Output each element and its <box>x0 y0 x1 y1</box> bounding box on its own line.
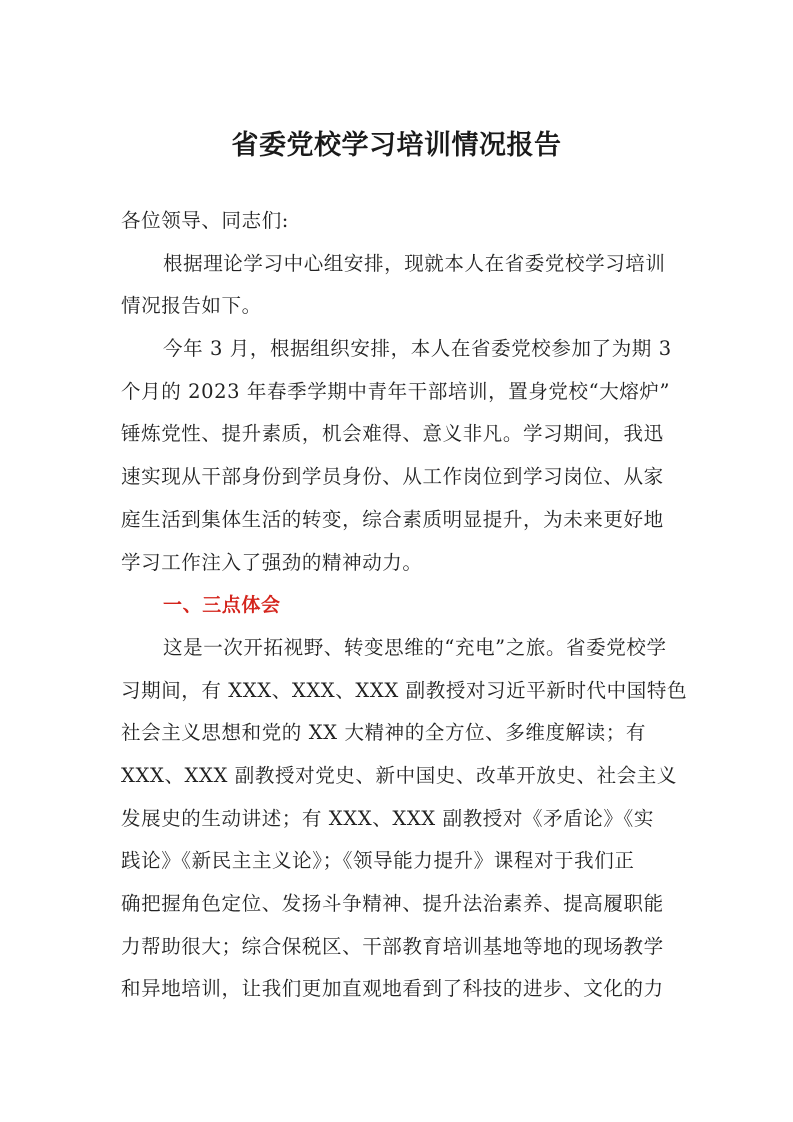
paragraph-line: 确把握角色定位、发扬斗争精神、提升法治素养、提高履职能 <box>121 892 664 915</box>
paragraph-line: 速实现从干部身份到学员身份、从工作岗位到学习岗位、从家 <box>121 465 664 489</box>
paragraph-line: 习期间，有 XXX、XXX、XXX 副教授对习近平新时代中国特色 <box>121 678 688 702</box>
paragraph-line: 个月的 2023 年春季学期中青年干部培训，置身党校“大熔炉” <box>121 379 671 403</box>
document-body <box>121 200 688 1011</box>
section-heading: 一、三点体会 <box>163 594 281 617</box>
salutation: 各位领导、同志们: <box>121 209 289 232</box>
paragraph-line: 力帮助很大；综合保税区、干部教育培训基地等地的现场教学 <box>121 934 664 958</box>
paragraph-line: 情况报告如下。 <box>121 294 262 318</box>
paragraph-line: 和异地培训，让我们更加直观地看到了科技的进步、文化的力 <box>121 977 664 1001</box>
paragraph-line: 锤炼党性、提升素质，机会难得、意义非凡。学习期间，我迅 <box>121 422 664 446</box>
paragraph-line: 践论》《新民主主义论》；《领导能力提升》课程对于我们正 <box>121 849 635 873</box>
paragraph-line: 发展史的生动讲述；有 XXX、XXX 副教授对《矛盾论》《实 <box>121 806 654 830</box>
paragraph-line: 这是一次开拓视野、转变思维的“充电”之旅。省委党校学 <box>163 635 667 659</box>
paragraph-line: 学习工作注入了强劲的精神动力。 <box>121 550 423 574</box>
paragraph-line: 今年 3 月，根据组织安排，本人在省委党校参加了为期 3 <box>163 337 672 361</box>
paragraph-line: XXX、XXX 副教授对党史、新中国史、改革开放史、社会主义 <box>121 763 677 787</box>
paragraph-line: 社会主义思想和党的 XX 大精神的全方位、多维度解读；有 <box>121 721 646 745</box>
paragraph-line: 根据理论学习中心组安排，现就本人在省委党校学习培训 <box>163 251 666 275</box>
paragraph-line: 庭生活到集体生活的转变，综合素质明显提升，为未来更好地 <box>121 507 664 531</box>
document-title: 省委党校学习培训情况报告 <box>231 130 562 161</box>
